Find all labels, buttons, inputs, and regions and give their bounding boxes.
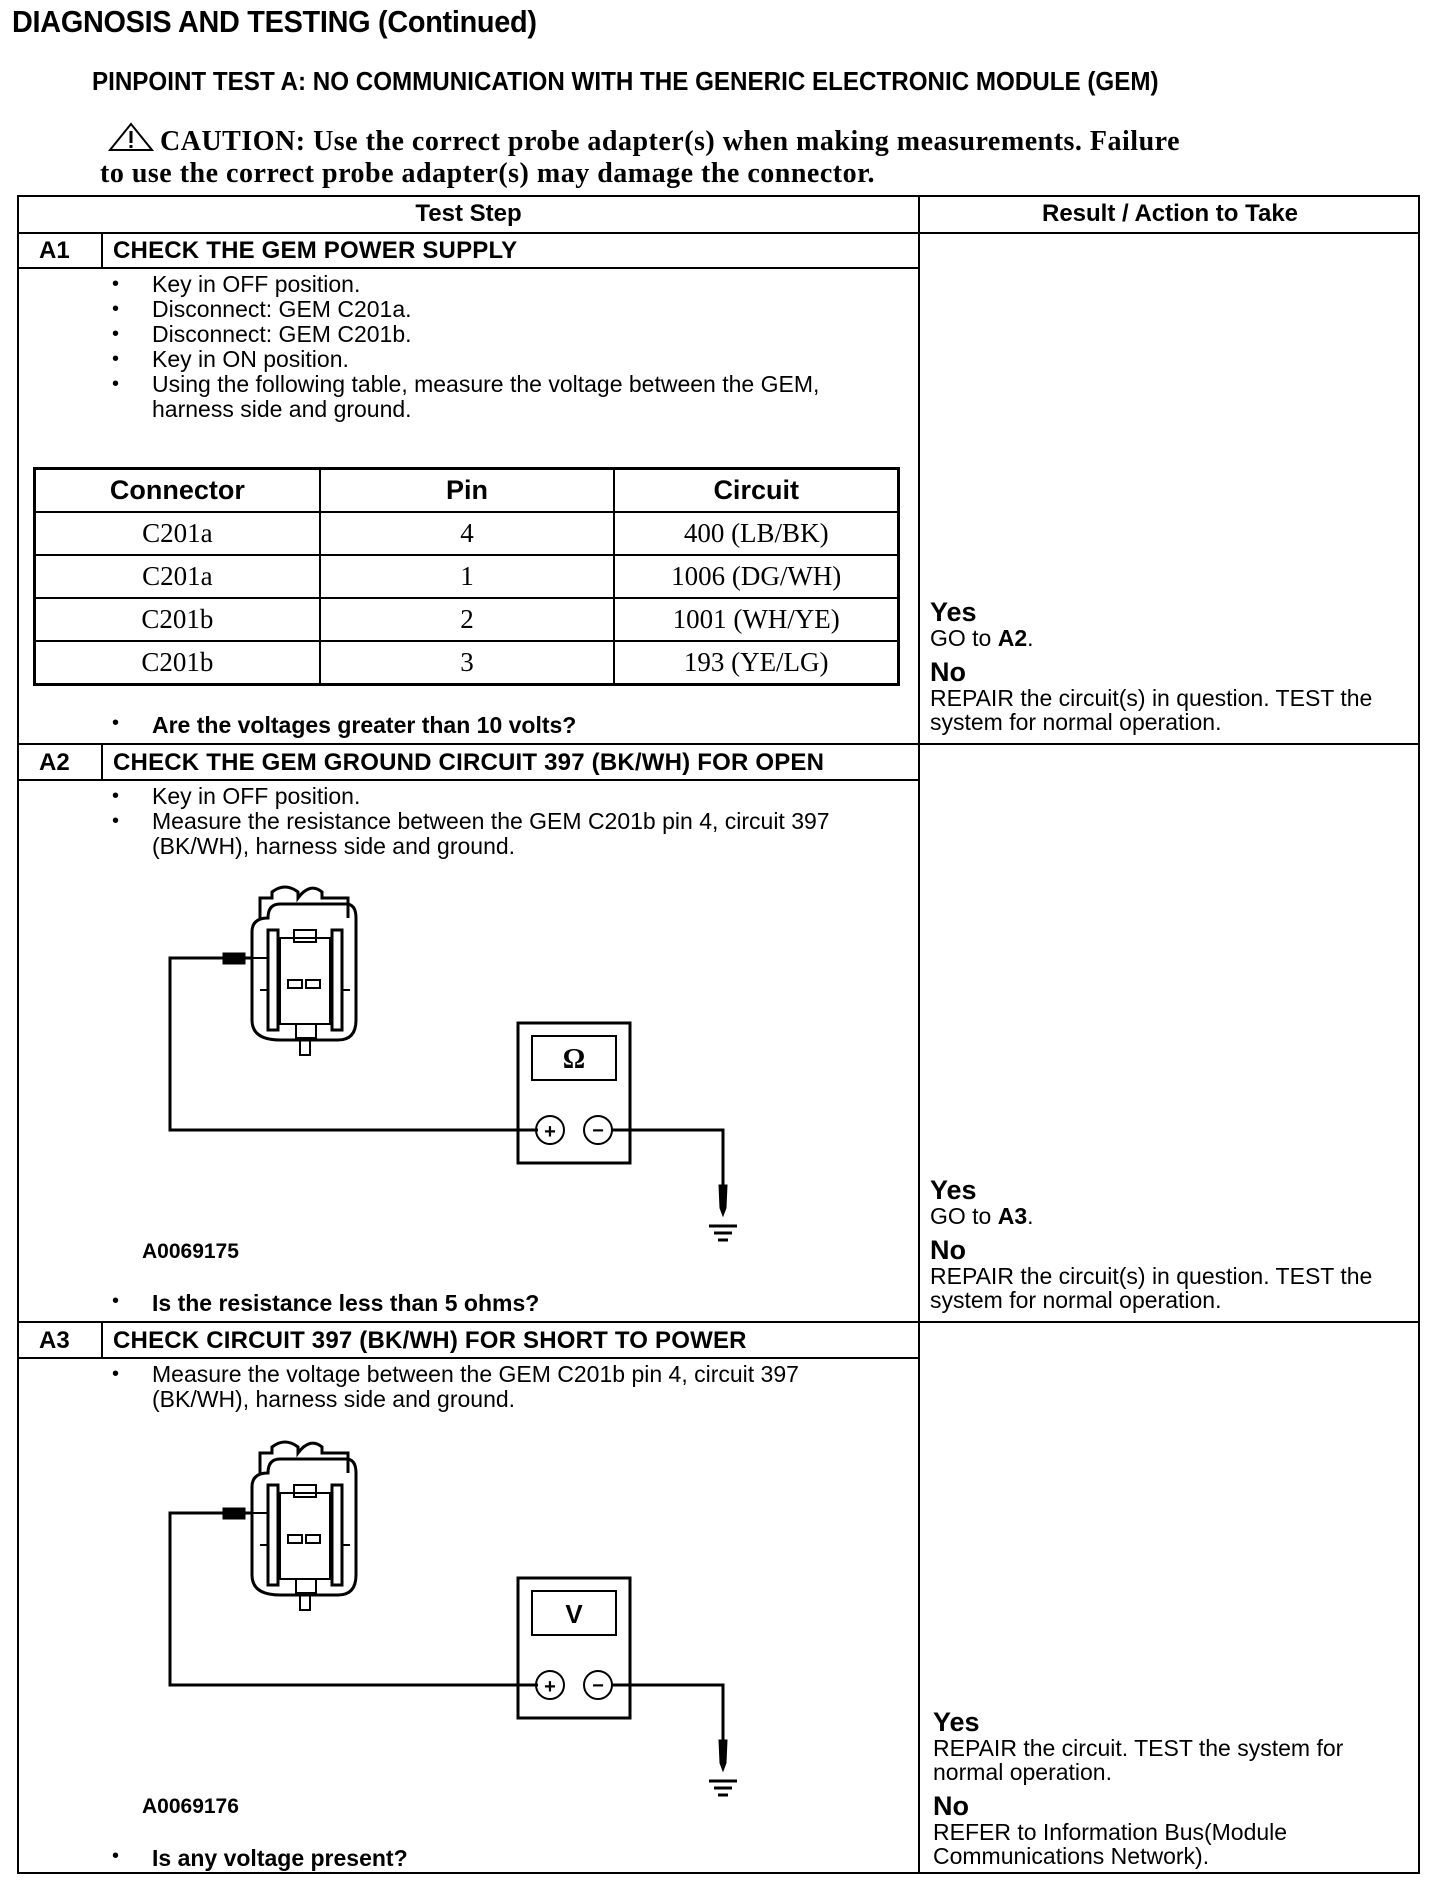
yes-action-text: GO to [930,625,998,651]
no-action: REPAIR the circuit(s) in question. TEST the system for normal operation. [930,1263,1373,1313]
cell-connector: C201a [35,555,320,598]
step-a2-top-divider [19,743,1420,745]
instruction-item: • Key in OFF position. [112,784,872,809]
pin-table-row [35,555,899,598]
column-header-result: Result / Action to Take [1041,200,1299,227]
caution-text-line2: to use the correct probe adapter(s) may damage the connector. [100,158,875,189]
instruction-item: • Measure the voltage between the GEM C201b pin 4, circuit 397 (BK/WH), harness side and ground. [112,1362,887,1412]
step-a2-instructions [112,784,872,859]
connector-pin-table [33,467,900,686]
column-header-test-step: Test Step [415,200,522,227]
step-a1-title-divider [19,267,918,269]
cell-pin: 1 [320,555,615,598]
step-a2-result [930,1176,1410,1312]
instruction-item: • Key in OFF position. [112,272,832,297]
warning-triangle-icon [108,122,154,152]
instruction-item: • Using the following table, measure the voltage between the GEM, harness side and ground. [112,372,832,422]
no-label: No [930,1235,966,1265]
cell-connector: C201b [35,598,320,641]
goto-step-link: A3 [997,1203,1028,1229]
step-a1-label-divider [101,232,103,269]
no-action: REFER to Information Bus(Module Communications Network). [933,1819,1288,1869]
step-a1-instructions [112,272,832,422]
no-action: REPAIR the circuit(s) in question. TEST the system for normal operation. [930,685,1373,735]
voltmeter-diagram [160,1445,760,1805]
ohm-symbol: Ω [562,1044,586,1075]
yes-action: REPAIR the circuit. TEST the system for normal operation. [933,1735,1344,1785]
yes-action-text: GO to [930,1203,998,1229]
cell-connector: C201a [35,512,320,555]
pin-table-row [35,641,899,685]
instruction-item: • Key in ON position. [112,347,832,372]
minus-terminal-icon: − [592,1120,604,1142]
pin-table-header-row [35,469,899,513]
plus-terminal-icon: + [544,1676,556,1698]
cell-circuit: 1001 (WH/YE) [614,598,898,641]
instruction-item: • Disconnect: GEM C201b. [112,322,832,347]
connector-c201b-icon [252,1442,356,1610]
plus-terminal-icon: + [544,1121,556,1143]
connector-c201b-icon [252,887,356,1055]
cell-pin: 4 [320,512,615,555]
minus-terminal-icon: − [592,1675,604,1697]
header-divider [19,232,1420,234]
yes-action [930,1203,1034,1229]
cell-pin: 2 [320,598,615,641]
step-a3-title-divider [19,1357,918,1359]
caution-text-line1: Use the correct probe adapter(s) when making measurements. Failure [313,126,1180,157]
step-a1-result [930,598,1410,734]
step-a2-title-divider [19,779,918,781]
step-a2-label-divider [101,743,103,780]
volt-symbol: V [565,1599,583,1629]
step-title-a3: CHECK CIRCUIT 397 (BK/WH) FOR SHORT TO POWER [113,1327,747,1354]
step-a3-instructions [112,1362,887,1412]
step-a1-question: • Are the voltages greater than 10 volts? [112,712,576,739]
pinpoint-test-title: PINPOINT TEST A: NO COMMUNICATION WITH THE GENERIC ELECTRONIC MODULE (GEM) [92,66,1159,96]
instruction-item: • Disconnect: GEM C201a. [112,297,832,322]
goto-step-link: A2 [997,625,1028,651]
cell-circuit: 400 (LB/BK) [614,512,898,555]
yes-label: Yes [930,597,977,627]
step-id-a2: A2 [39,749,70,776]
yes-label: Yes [930,1175,977,1205]
cell-connector: C201b [35,641,320,685]
page-title: DIAGNOSIS AND TESTING (Continued) [12,4,537,39]
step-a2-question: • Is the resistance less than 5 ohms? [112,1290,539,1317]
step-id-a3: A3 [39,1327,70,1354]
no-label: No [930,657,966,687]
pin-table-header-circuit: Circuit [614,469,898,513]
cell-pin: 3 [320,641,615,685]
test-lead-icon [170,954,538,1130]
pin-table-row [35,512,899,555]
pin-table-row [35,598,899,641]
no-label: No [933,1791,969,1821]
step-title-a2: CHECK THE GEM GROUND CIRCUIT 397 (BK/WH) FOR OPEN [113,749,825,776]
yes-action-suffix: . [1027,625,1034,651]
caution-label: CAUTION: [160,126,306,157]
figure-id-a0069176: A0069176 [142,1795,239,1818]
yes-action-suffix: . [1027,1203,1034,1229]
step-a3-label-divider [101,1321,103,1358]
cell-circuit: 193 (YE/LG) [614,641,898,685]
step-a3-result [933,1708,1413,1868]
step-title-a1: CHECK THE GEM POWER SUPPLY [113,237,518,264]
step-id-a1: A1 [39,237,70,264]
step-a3-top-divider [19,1321,1420,1323]
step-a3-question: • Is any voltage present? [112,1845,408,1872]
instruction-item: • Measure the resistance between the GEM C201b pin 4, circuit 397 (BK/WH), harness side and ground. [112,809,872,859]
yes-label: Yes [933,1707,980,1737]
yes-action [930,625,1034,651]
caution-note [100,122,1310,190]
test-lead-icon [170,1509,538,1685]
column-divider [918,197,920,1874]
cell-circuit: 1006 (DG/WH) [614,555,898,598]
ohmmeter-diagram [160,890,760,1250]
figure-id-a0069175: A0069175 [142,1240,239,1263]
pin-table-header-pin: Pin [320,469,615,513]
pin-table-header-connector: Connector [35,469,320,513]
